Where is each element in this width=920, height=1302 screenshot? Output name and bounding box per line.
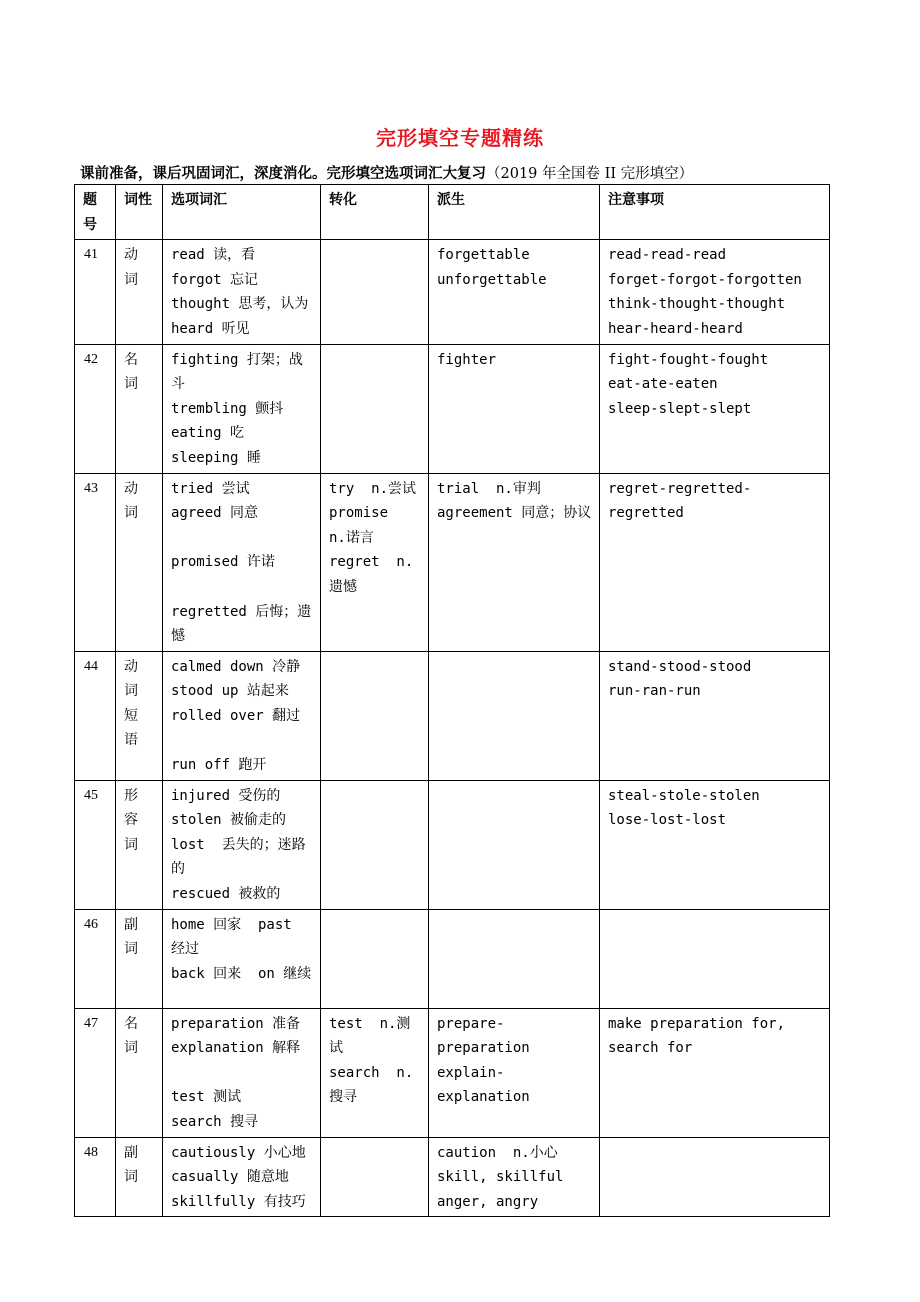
note-entry: think-thought-thought <box>608 296 786 313</box>
part-of-speech-text: 动词短语 <box>124 658 138 749</box>
part-of-speech <box>116 1137 163 1217</box>
option-word: preparation 准备 <box>171 1015 301 1032</box>
option-word: cautiously 小心地 <box>171 1144 306 1161</box>
part-of-speech-text: 名词 <box>124 351 138 393</box>
part-of-speech <box>116 909 163 1008</box>
conversion-entry: test n.测试 <box>329 1015 411 1057</box>
conversion-cell <box>321 651 429 780</box>
header-part-of-speech: 词性 <box>116 185 163 240</box>
note-entry: read-read-read <box>608 247 727 264</box>
note-entry: lose-lost-lost <box>608 812 727 829</box>
option-word: agreed 同意 <box>171 505 259 522</box>
header-conversion: 转化 <box>321 185 429 240</box>
part-of-speech-text: 副词 <box>124 916 138 958</box>
option-word: eating 吃 <box>171 425 245 442</box>
question-number: 44 <box>75 651 116 780</box>
question-number: 43 <box>75 473 116 651</box>
option-word: casually 随意地 <box>171 1169 289 1186</box>
option-words-cell <box>163 473 321 651</box>
vocabulary-table <box>74 184 830 1217</box>
table-row <box>75 780 830 909</box>
conversion-cell <box>321 344 429 473</box>
intro-source: （2019 年全国卷 II 完形填空） <box>486 166 694 182</box>
conversion-entry: promise n.诺言 <box>329 505 405 546</box>
notes-cell <box>600 780 830 909</box>
table-row <box>75 909 830 1008</box>
option-word: calmed down 冷静 <box>171 658 301 675</box>
question-number: 46 <box>75 909 116 1008</box>
conversion-entry: search n.搜寻 <box>329 1064 414 1106</box>
conversion-cell <box>321 909 429 1008</box>
part-of-speech <box>116 240 163 344</box>
header-derivation: 派生 <box>429 185 600 240</box>
note-entry: hear-heard-heard <box>608 320 743 337</box>
derivation-entry: agreement 同意；协议 <box>437 505 592 522</box>
notes-cell <box>600 1137 830 1217</box>
note-entry: eat-ate-eaten <box>608 376 718 393</box>
table-row <box>75 240 830 344</box>
derivation-cell <box>429 909 600 1008</box>
intro-text: 课前准备，课后巩固词汇，深度消化。完形填空选项词汇大复习 <box>80 166 486 182</box>
note-entry: forget-forgot-forgotten <box>608 271 802 288</box>
blank-line <box>171 575 313 600</box>
note-entry: run-ran-run <box>608 683 701 700</box>
part-of-speech-text: 形容词 <box>124 787 138 853</box>
derivation-cell <box>429 473 600 651</box>
note-entry: make preparation for, <box>608 1015 786 1032</box>
derivation-cell <box>429 344 600 473</box>
note-entry: sleep-slept-slept <box>608 400 752 417</box>
notes-cell <box>600 344 830 473</box>
part-of-speech <box>116 473 163 651</box>
part-of-speech <box>116 344 163 473</box>
header-option-words: 选项词汇 <box>163 185 321 240</box>
option-word: trembling 颤抖 <box>171 400 284 417</box>
conversion-entry: regret n.遗憾 <box>329 554 414 595</box>
option-word: stolen 被偷走的 <box>171 812 287 829</box>
part-of-speech <box>116 651 163 780</box>
option-word: forgot 忘记 <box>171 271 259 288</box>
conversion-cell <box>321 240 429 344</box>
option-word: rescued 被救的 <box>171 886 281 903</box>
conversion-cell <box>321 780 429 909</box>
note-entry: regret-regretted-regretted <box>608 480 752 522</box>
table-row <box>75 473 830 651</box>
part-of-speech <box>116 780 163 909</box>
part-of-speech-text: 名词 <box>124 1015 138 1057</box>
derivation-entry: forgettable <box>437 247 530 264</box>
derivation-entry: unforgettable <box>437 271 547 288</box>
note-entry: stand-stood-stood <box>608 658 752 675</box>
option-word: stood up 站起来 <box>171 683 289 700</box>
conversion-cell <box>321 1008 429 1137</box>
derivation-entry: explain-explanation <box>437 1064 530 1106</box>
intro-line <box>80 162 693 183</box>
note-entry: search for <box>608 1040 693 1057</box>
table-row <box>75 651 830 780</box>
notes-cell <box>600 1008 830 1137</box>
derivation-entry: anger, angry <box>437 1193 539 1210</box>
derivation-entry: prepare-preparation <box>437 1015 530 1057</box>
option-word: tried 尝试 <box>171 480 250 497</box>
option-word: search 搜寻 <box>171 1114 259 1130</box>
option-word: regretted 后悔；遗憾 <box>171 603 312 645</box>
derivation-entry: fighter <box>437 351 497 368</box>
derivation-cell <box>429 651 600 780</box>
notes-cell <box>600 651 830 780</box>
option-words-cell <box>163 344 321 473</box>
blank-line <box>171 1061 313 1086</box>
option-words-cell <box>163 780 321 909</box>
notes-cell <box>600 240 830 344</box>
part-of-speech-text: 动词 <box>124 247 138 288</box>
blank-line <box>171 526 313 551</box>
option-word: sleeping 睡 <box>171 449 261 466</box>
option-word: injured 受伤的 <box>171 787 281 804</box>
part-of-speech-text: 副词 <box>124 1144 138 1186</box>
notes-cell <box>600 473 830 651</box>
option-words-cell <box>163 240 321 344</box>
option-word: heard 听见 <box>171 320 250 337</box>
derivation-cell <box>429 240 600 344</box>
question-number: 41 <box>75 240 116 344</box>
option-word: run off 跑开 <box>171 757 267 774</box>
part-of-speech <box>116 1008 163 1137</box>
note-entry: steal-stole-stolen <box>608 787 760 804</box>
note-entry: fight-fought-fought <box>608 351 769 368</box>
conversion-cell <box>321 473 429 651</box>
derivation-cell <box>429 1008 600 1137</box>
option-word: lost 丢失的；迷路的 <box>171 836 306 878</box>
blank-line <box>171 728 313 753</box>
option-word: explanation 解释 <box>171 1040 301 1057</box>
conversion-entry: try n.尝试 <box>329 480 417 497</box>
table-row <box>75 344 830 473</box>
option-word: test 测试 <box>171 1089 242 1106</box>
table-row <box>75 1137 830 1217</box>
derivation-cell <box>429 1137 600 1217</box>
question-number: 47 <box>75 1008 116 1137</box>
table-row <box>75 1008 830 1137</box>
option-word: skillfully 有技巧 <box>171 1193 306 1210</box>
derivation-cell <box>429 780 600 909</box>
page-title: 完形填空专题精练 <box>376 126 544 150</box>
question-number: 45 <box>75 780 116 909</box>
question-number: 48 <box>75 1137 116 1217</box>
header-question-number: 题号 <box>75 185 116 240</box>
header-notes: 注意事项 <box>600 185 830 240</box>
option-words-cell <box>163 651 321 780</box>
conversion-cell <box>321 1137 429 1217</box>
derivation-entry: caution n.小心 <box>437 1144 558 1161</box>
notes-cell <box>600 909 830 1008</box>
option-word: fighting 打架；战斗 <box>171 351 303 393</box>
option-words-cell <box>163 1008 321 1137</box>
option-word: thought 思考，认为 <box>171 296 309 313</box>
derivation-entry: trial n.审判 <box>437 480 541 497</box>
option-words-cell <box>163 1137 321 1217</box>
option-word: rolled over 翻过 <box>171 707 301 724</box>
option-word: home 回家 past 经过 <box>171 916 301 958</box>
table-header-row <box>75 185 830 240</box>
option-word: read 读，看 <box>171 247 256 264</box>
option-words-cell <box>163 909 321 1008</box>
option-word: promised 许诺 <box>171 554 275 571</box>
option-word: back 回来 on 继续 <box>171 965 312 982</box>
part-of-speech-text: 动词 <box>124 480 138 522</box>
derivation-entry: skill, skillful <box>437 1169 564 1186</box>
question-number: 42 <box>75 344 116 473</box>
